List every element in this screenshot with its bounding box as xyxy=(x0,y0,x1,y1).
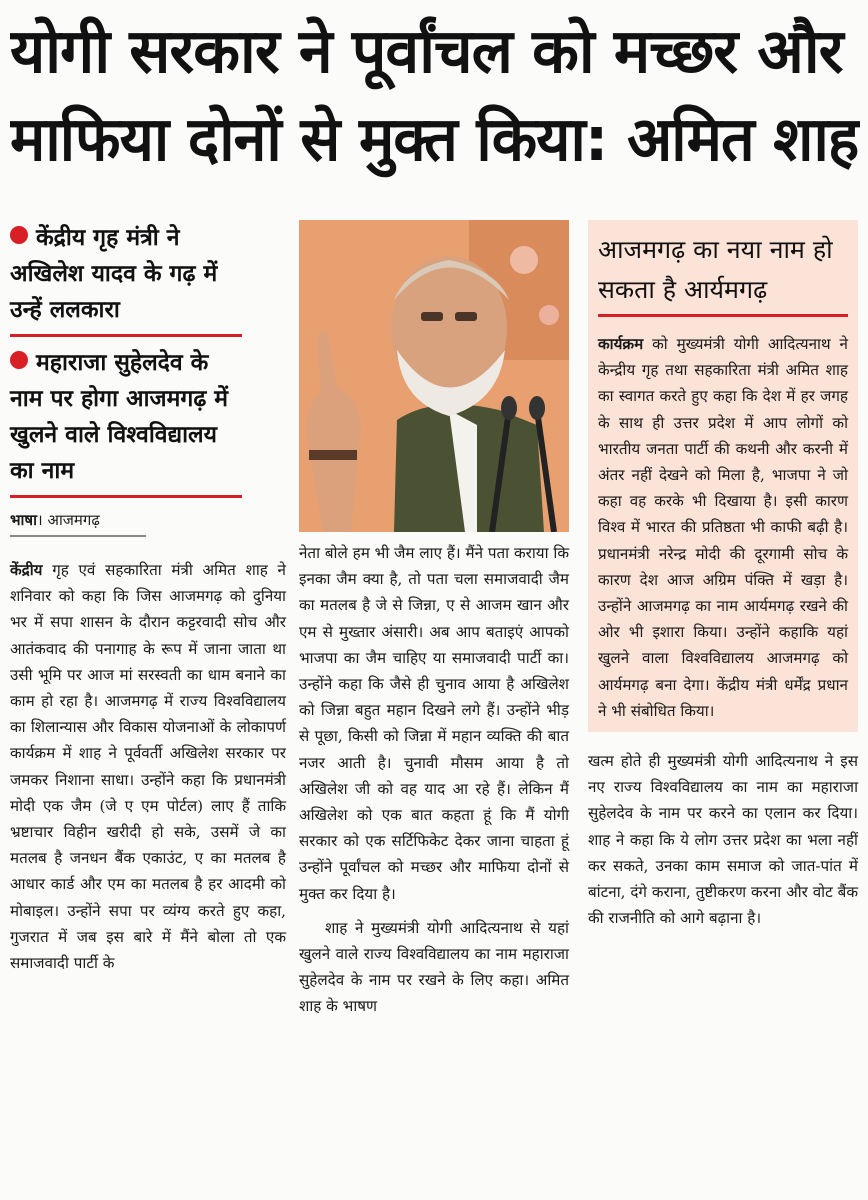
highlight-2 xyxy=(10,345,242,498)
highlight-1 xyxy=(10,220,242,337)
sidebar-lead-word: कार्यक्रम xyxy=(598,335,644,353)
byline xyxy=(10,508,146,537)
article-column-2: नेता बोले हम भी जैम लाए हैं। मैंने पता कराया कि इनका जैम क्या है, तो पता चला समाजवादी जैम का मतलब है जे से जिन्ना, ए से आजम खान और एम से मुख्तार अंसारी। अब आप बताइएं आपको भाजपा का जैम चाहिए या समाजवादी पार्टी का। उन्होंने कहा कि जैसे ही चुनाव आया है अखिलेश को जिन्ना बहुत महान दिखने लगे हैं। उन्होंने भीड़ से पूछा, किसी को जिन्ना में महान व्यक्ति की बात नजर आती है। चुनावी मौसम आया है तो अखिलेश जी को वह याद आ रहे हैं। लेकिन मैं अखिलेश को एक बात कहता हूं कि मैं योगी सरकार को एक सर्टिफिकेट देकर जाना चाहता हूं उन्होंने पूर्वांचल को मच्छर और माफिया दोनों से मुक्त कर दिया है। xyxy=(299,544,569,903)
sidebar-body: को मुख्यमंत्री योगी आदित्यनाथ ने केन्द्रीय गृह तथा सहकारिता मंत्री अमित शाह का स्वागत करते हुए कहा कि देश में हर जगह के साथ ही उत्तर प्रदेश में आप लोगों को भारतीय जनता पार्टी की कथनी और करनी में अंतर नहीं देखने को मिला है, भाजपा ने जो कहा वह करके भी दिखाया है। इसी कारण विश्व में भारत की प्रतिष्ठता भी काफी बढ़ी है। प्रधानमंत्री नरेन्द्र मोदी की दूरगामी सोच के कारण देश आज अग्रिम पंक्ति में खड़ा है। उन्होंने आजमगढ़ का नाम आर्यमगढ़ रखने की ओर भी इशारा किया। उन्होंने कहाकि यहां खुलने वाला विश्वविद्यालय आजमगढ़ को आर्यमगढ़ बना देगा। केंद्रीय मंत्री धर्मेंद्र प्रधान ने भी संबोधित किया। xyxy=(598,335,848,720)
amit-shah-photo xyxy=(299,220,569,532)
middle-column xyxy=(299,220,569,1020)
article-column-2-para-2: शाह ने मुख्यमंत्री योगी आदित्यनाथ से यहां खुलने वाले राज्य विश्वविद्यालय का नाम महाराजा सुहेलदेव के नाम पर रखने के लिए कहा। अमित शाह के भाषण xyxy=(299,918,569,1016)
bullet-dot-icon xyxy=(10,226,28,244)
headline-line-1: योगी सरकार ने पूर्वांचल को मच्छर और xyxy=(10,16,843,87)
sidebar-title: आजमगढ़ का नया नाम हो सकता है आर्यमगढ़ xyxy=(598,230,848,317)
byline-place: आजमगढ़ xyxy=(47,511,100,529)
byline-agency: भाषा xyxy=(10,511,37,529)
speaker-portrait-icon xyxy=(299,220,569,532)
column-1-text: गृह एवं सहकारिता मंत्री अमित शाह ने शनिवार को कहा कि जिस आजमगढ़ को दुनिया भर में सपा शासन के दौरान कट्टरवादी सोच और आतंकवाद की पनागाह के रूप में जाना जाता था उसी भूमि पर आज मां सरस्वती का धाम बनाने का काम हो रहा है। आजमगढ़ में राज्य विश्वविद्यालय का शिलान्यास और विकास योजनाओं के लोकापर्ण कार्यक्रम में शाह ने पूर्ववर्ती अखिलेश सरकार पर जमकर निशाना साधा। उन्होंने कहा कि प्रधानमंत्री मोदी एक जैम (जे ए एम पोर्टल) लाए हैं ताकि भ्रष्टाचार विहीन खरीदी हो सके, उसमें जे का मतलब है जनधन बैंक एकाउंट, ए का मतलब है आधार कार्ड और एम का मतलब है हर आदमी को मोबाइल। उन्होंने सपा पर व्यंग्य करते हुए कहा, गुजरात में जब इस बारे में मैंने बोला तो एक समाजवादी पार्टी के xyxy=(10,561,286,973)
left-column xyxy=(10,220,286,976)
headline-line-2: माफिया दोनों से मुक्त किया: अमित शाह xyxy=(10,104,859,175)
highlight-1-text: केंद्रीय गृह मंत्री ने अखिलेश यादव के गढ़ में उन्हें ललकारा xyxy=(10,225,218,323)
headline xyxy=(10,8,860,203)
bullet-dot-icon xyxy=(10,351,28,369)
highlight-2-text: महाराजा सुहेलदेव के नाम पर होगा आजमगढ़ में खुलने वाले विश्वविद्यालय का नाम xyxy=(10,350,229,484)
right-column xyxy=(588,220,858,931)
article-column-3: खत्म होते ही मुख्यमंत्री योगी आदित्यनाथ ने इस नए राज्य विश्वविद्यालय का नाम का महाराजा सुहेलदेव के नाम पर करने का एलान कर दिया। शाह ने कहा कि ये लोग उत्तर प्रदेश का भला नहीं कर सकते, उनका काम समाज को जात-पांत में बांटना, दंगे कराना, तुष्टीकरण करना और वोट बैंक की राजनीति को आगे बढ़ाना है। xyxy=(588,752,858,928)
byline-separator: । xyxy=(37,511,43,529)
lead-word: केंद्रीय xyxy=(10,561,43,579)
sidebar-box xyxy=(588,220,858,732)
article-column-1 xyxy=(10,557,286,976)
sidebar-text xyxy=(598,331,848,724)
